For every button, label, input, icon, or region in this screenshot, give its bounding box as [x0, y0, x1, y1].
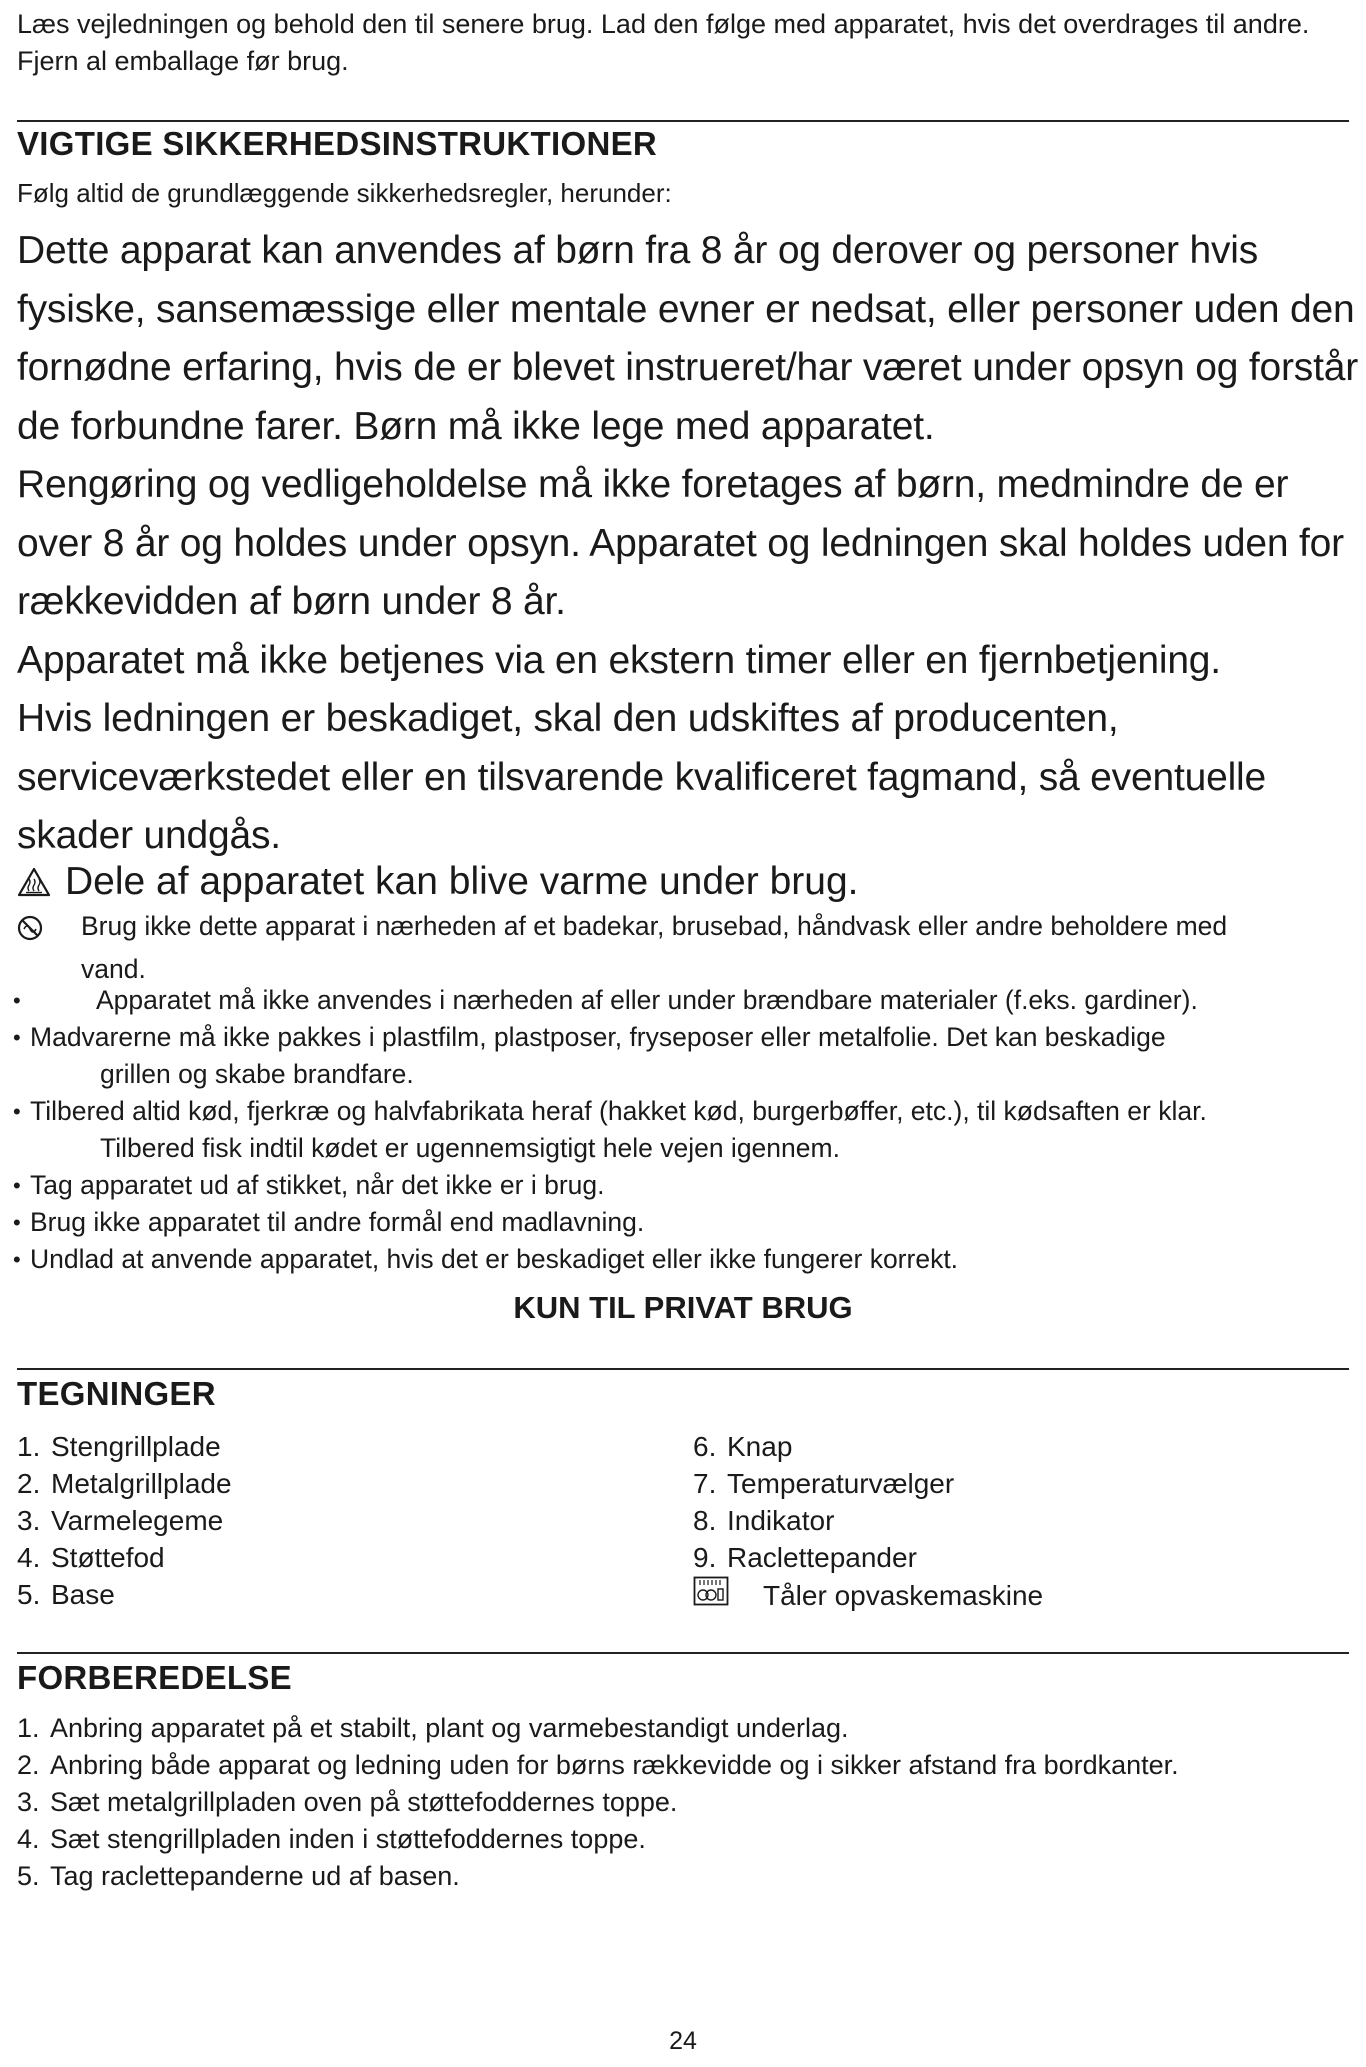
- part-label: Temperaturvælger: [727, 1468, 955, 1499]
- timer-paragraph: Apparatet må ikke betjenes via en ekstern timer eller en fjernbetjening.: [17, 638, 1221, 682]
- step-number: 5.: [17, 1861, 40, 1891]
- safety-main-text: [17, 222, 1362, 866]
- list-item: [693, 1576, 1293, 1615]
- safety-bullet-list: [17, 982, 1357, 1278]
- part-number: 1.: [17, 1431, 41, 1462]
- part-label: Knap: [727, 1431, 793, 1462]
- list-item: [17, 982, 1357, 1019]
- bullet-text: Tag apparatet ud af stikket, når det ikke er i brug.: [30, 1170, 605, 1200]
- safety-subheading: Følg altid de grundlæggende sikkerhedsregler, herunder:: [17, 178, 672, 208]
- part-number: 4.: [17, 1542, 41, 1573]
- bullet-text: Undlad at anvende apparatet, hvis det er beskadiget eller ikke fungerer korrekt.: [30, 1244, 959, 1274]
- part-number: 9.: [693, 1542, 717, 1573]
- list-item: [693, 1502, 1293, 1539]
- hot-surface-warning: [17, 858, 1317, 906]
- hot-surface-icon: [17, 867, 51, 897]
- bath-warning-text: Brug ikke dette apparat i nærheden af et badekar, brusebad, håndvask eller andre beholdere med: [81, 911, 1228, 941]
- preparation-steps: [17, 1710, 1357, 1895]
- divider: [17, 1368, 1349, 1370]
- step-text: Tag raclettepanderne ud af basen.: [50, 1861, 460, 1891]
- list-item: [17, 1465, 617, 1502]
- step-text: Anbring apparatet på et stabilt, plant og varmebestandigt underlag.: [50, 1713, 849, 1743]
- cord-paragraph: Hvis ledningen er beskadiget, skal den udskiftes af producenten, serviceværkstedet eller en tilsvarende kvalificeret fagmand, så eventuelle skader undgås.: [17, 697, 1266, 857]
- safety-heading: VIGTIGE SIKKERHEDSINSTRUKTIONER: [17, 125, 658, 162]
- list-item: [17, 1784, 1357, 1821]
- part-number: 6.: [693, 1431, 717, 1462]
- list-item: [693, 1465, 1293, 1502]
- divider: [17, 120, 1349, 122]
- bullet-continuation: grillen og skabe brandfare.: [100, 1059, 414, 1089]
- part-number: 2.: [17, 1468, 41, 1499]
- list-item: [17, 1093, 1357, 1167]
- list-item: [17, 1204, 1357, 1241]
- children-paragraph: Dette apparat kan anvendes af børn fra 8 år og derover og personer hvis fysiske, sansemæssige eller mentale evner er nedsat, eller personer uden den fornødne erfaring, hvis de er blevet instrueret/har været under opsyn og forstår de forbundne farer. Børn må ikke lege med apparatet.: [17, 229, 1359, 448]
- list-item: [693, 1428, 1293, 1465]
- part-label: Base: [51, 1579, 115, 1610]
- part-label: Metalgrillplade: [51, 1468, 232, 1499]
- step-number: 4.: [17, 1824, 40, 1854]
- bath-warning: [17, 908, 1347, 988]
- dishwasher-label: Tåler opvaskemaskine: [763, 1580, 1044, 1611]
- preparation-heading: FORBEREDELSE: [17, 1659, 292, 1696]
- list-item: [17, 1167, 1357, 1204]
- list-item: [17, 1821, 1357, 1858]
- hot-warning-text: Dele af apparatet kan blive varme under brug.: [65, 860, 859, 903]
- drawings-heading: TEGNINGER: [17, 1375, 216, 1412]
- list-item: [693, 1539, 1293, 1576]
- step-text: Anbring både apparat og ledning uden for børns rækkevidde og i sikker afstand fra bordkanter.: [50, 1750, 1179, 1780]
- intro-text: Læs vejledningen og behold den til senere brug. Lad den følge med apparatet, hvis det overdrages til andre. Fjern al emballage før brug.: [17, 9, 1310, 76]
- bullet-text: Brug ikke apparatet til andre formål end madlavning.: [30, 1207, 645, 1237]
- list-item: [17, 1710, 1357, 1747]
- list-item: [17, 1241, 1357, 1278]
- divider: [17, 1652, 1349, 1654]
- private-use-notice: KUN TIL PRIVAT BRUG: [513, 1290, 853, 1325]
- bullet-text: Madvarerne må ikke pakkes i plastfilm, plastposer, fryseposer eller metalfolie. Det kan beskadige: [30, 1022, 1166, 1052]
- step-number: 2.: [17, 1750, 40, 1780]
- part-number: 7.: [693, 1468, 717, 1499]
- part-label: Varmelegeme: [51, 1505, 224, 1536]
- no-water-icon: [17, 908, 81, 951]
- part-label: Indikator: [727, 1505, 835, 1536]
- part-number: 3.: [17, 1505, 41, 1536]
- list-item: [17, 1747, 1357, 1784]
- part-number: 5.: [17, 1579, 41, 1610]
- step-number: 3.: [17, 1787, 40, 1817]
- step-number: 1.: [17, 1713, 40, 1743]
- dishwasher-icon: [693, 1576, 763, 1615]
- list-item: [17, 1858, 1357, 1895]
- list-item: [17, 1428, 617, 1465]
- part-label: Stengrillplade: [51, 1431, 221, 1462]
- bullet-text: Apparatet må ikke anvendes i nærheden af eller under brændbare materialer (f.eks. gardiner).: [96, 985, 1198, 1015]
- parts-list-left: [17, 1428, 617, 1613]
- list-item: [17, 1019, 1357, 1093]
- part-label: Raclettepander: [727, 1542, 917, 1573]
- part-label: Støttefod: [51, 1542, 165, 1573]
- step-text: Sæt stengrillpladen inden i støttefoddernes toppe.: [50, 1824, 646, 1854]
- bullet-continuation: Tilbered fisk indtil kødet er ugennemsigtigt hele vejen igennem.: [100, 1133, 840, 1163]
- cleaning-paragraph: Rengøring og vedligeholdelse må ikke foretages af børn, medmindre de er over 8 år og holdes under opsyn. Apparatet og ledningen skal holdes uden for rækkevidden af børn under 8 år.: [17, 463, 1344, 623]
- step-text: Sæt metalgrillpladen oven på støttefoddernes toppe.: [50, 1787, 678, 1817]
- part-number: 8.: [693, 1505, 717, 1536]
- bath-warning-continuation: vand.: [81, 954, 146, 984]
- list-item: [17, 1502, 617, 1539]
- page-number: 24: [669, 2027, 697, 2055]
- bullet-text: Tilbered altid kød, fjerkræ og halvfabrikata heraf (hakket kød, burgerbøffer, etc.), til kødsaften er klar.: [30, 1096, 1207, 1126]
- list-item: [17, 1576, 617, 1613]
- parts-list-right: [693, 1428, 1293, 1615]
- list-item: [17, 1539, 617, 1576]
